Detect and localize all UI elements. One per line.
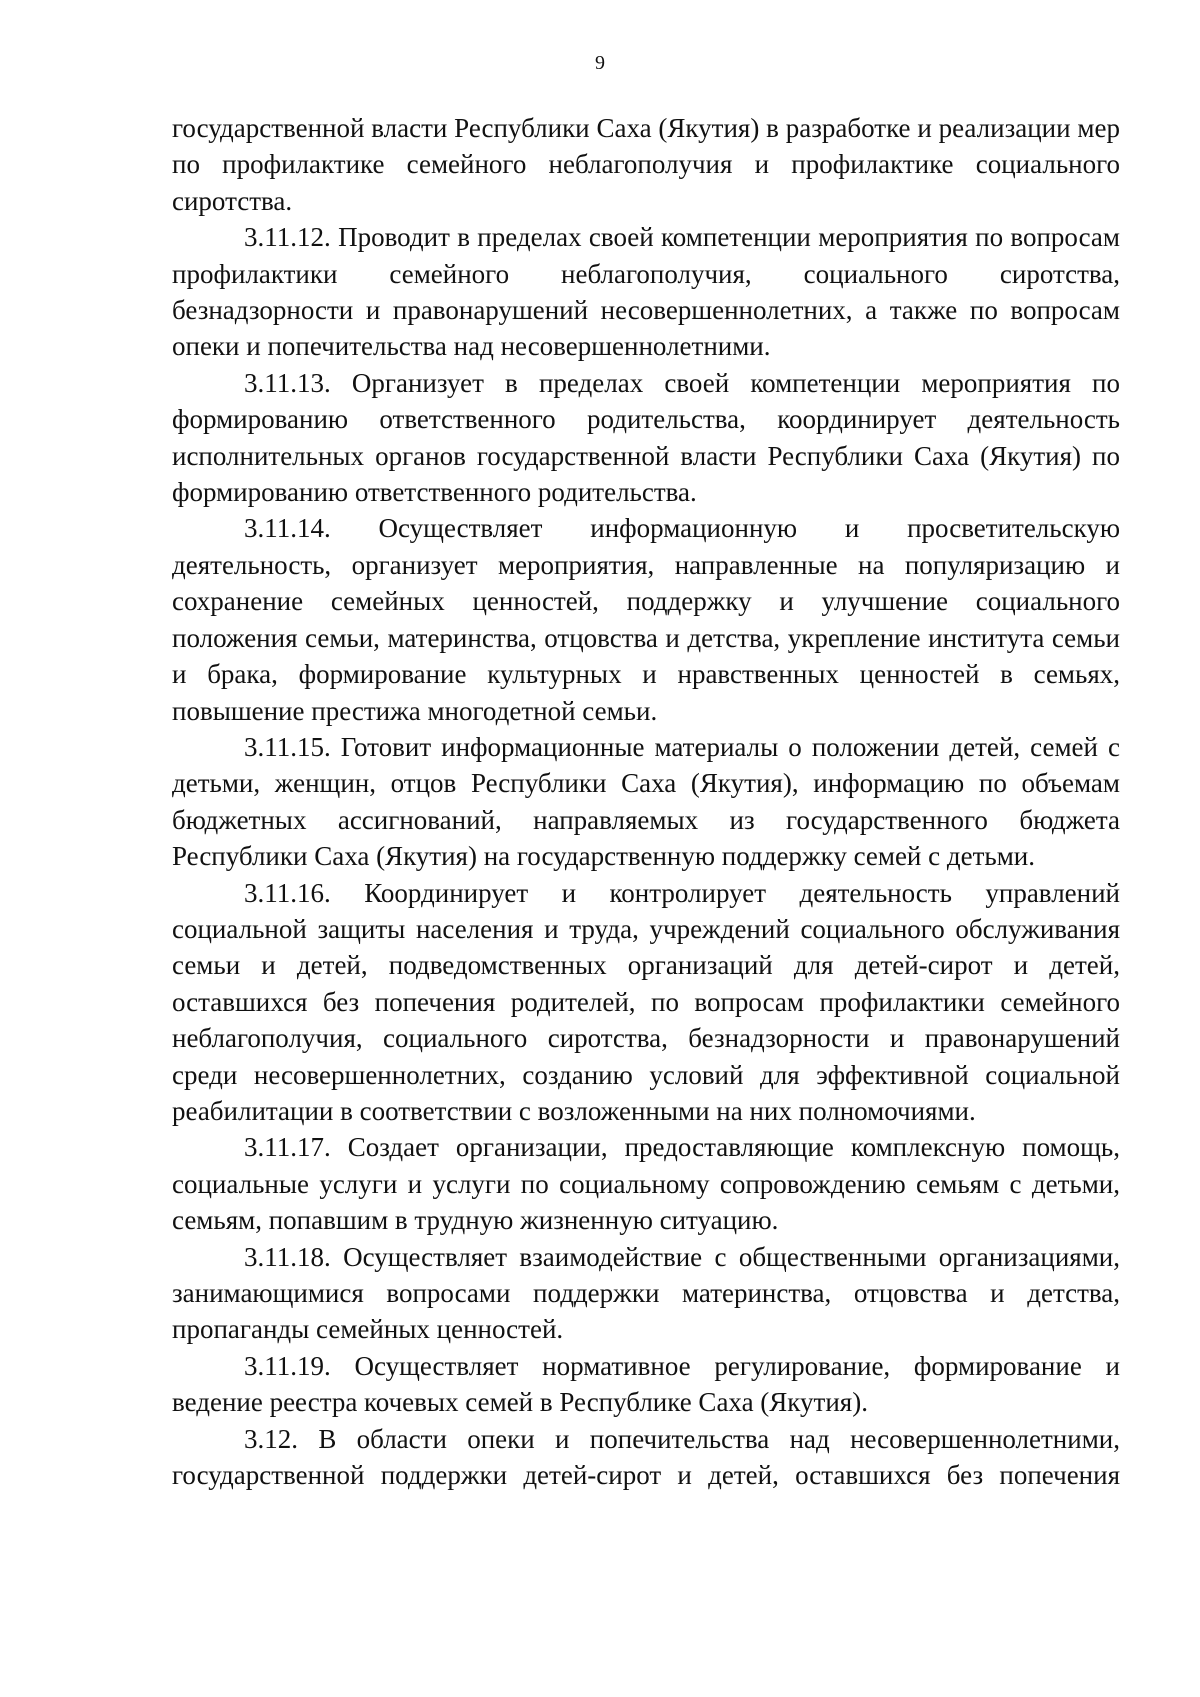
paragraph-continuation: государственной власти Республики Саха (Якутия) в разработке и реализации мер по профилактике семейного неблагополучия и профилактике социального сиротства. — [172, 113, 1120, 216]
paragraph-3-11-13: 3.11.13. Организует в пределах своей компетенции мероприятия по формированию ответственного родительства, координирует деятельность исполнительных органов государственной власти Республики Саха (Якутия) по формированию ответственного родительства. — [172, 367, 1120, 508]
paragraph-3-11-15: 3.11.15. Готовит информационные материалы о положении детей, семей с детьми, женщин, отцов Республики Саха (Якутия), информацию по объемам бюджетных ассигнований, направляемых из государственного бюджета Республики Саха (Якутия) на государственную поддержку семей с детьми. — [172, 731, 1120, 872]
paragraph-3-11-18: 3.11.18. Осуществляет взаимодействие с общественными организациями, занимающимися вопросами поддержки материнства, отцовства и детства, пропаганды семейных ценностей. — [172, 1241, 1120, 1345]
paragraph-3-11-14: 3.11.14. Осуществляет информационную и просветительскую деятельность, организует мероприятия, направленные на популяризацию и сохранение семейных ценностей, поддержку и улучшение социального положения семьи, материнства, отцовства и детства, укрепление института семьи и брака, формирование культурных и нравственных ценностей в семьях, повышение престижа многодетной семьи. — [172, 513, 1120, 726]
document-body — [172, 110, 1120, 1493]
paragraph-3-12: 3.12. В области опеки и попечительства над несовершеннолетними, государственной поддержки детей-сирот и детей, оставшихся без попечения — [172, 1423, 1120, 1491]
page-number: 9 — [595, 52, 605, 74]
paragraph-3-11-17: 3.11.17. Создает организации, предоставляющие комплексную помощь, социальные услуги и услуги по социальному сопровождению семьям с детьми, семьям, попавшим в трудную жизненную ситуацию. — [172, 1132, 1120, 1236]
paragraph-3-11-19: 3.11.19. Осуществляет нормативное регулирование, формирование и ведение реестра кочевых семей в Республике Саха (Якутия). — [172, 1350, 1120, 1418]
paragraph-3-11-12: 3.11.12. Проводит в пределах своей компетенции мероприятия по вопросам профилактики семейного неблагополучия, социального сиротства, безнадзорности и правонарушений несовершеннолетних, а также по вопросам опеки и попечительства над несовершеннолетними. — [172, 222, 1120, 362]
paragraph-3-11-16: 3.11.16. Координирует и контролирует деятельность управлений социальной защиты населения и труда, учреждений социального обслуживания семьи и детей, подведомственных организаций для детей-сирот и детей, оставшихся без попечения родителей, по вопросам профилактики семейного неблагополучия, социального сиротства, безнадзорности и правонарушений среди несовершеннолетних, созданию условий для эффективной социальной реабилитации в соответствии с возложенными на них полномочиями. — [172, 877, 1120, 1126]
